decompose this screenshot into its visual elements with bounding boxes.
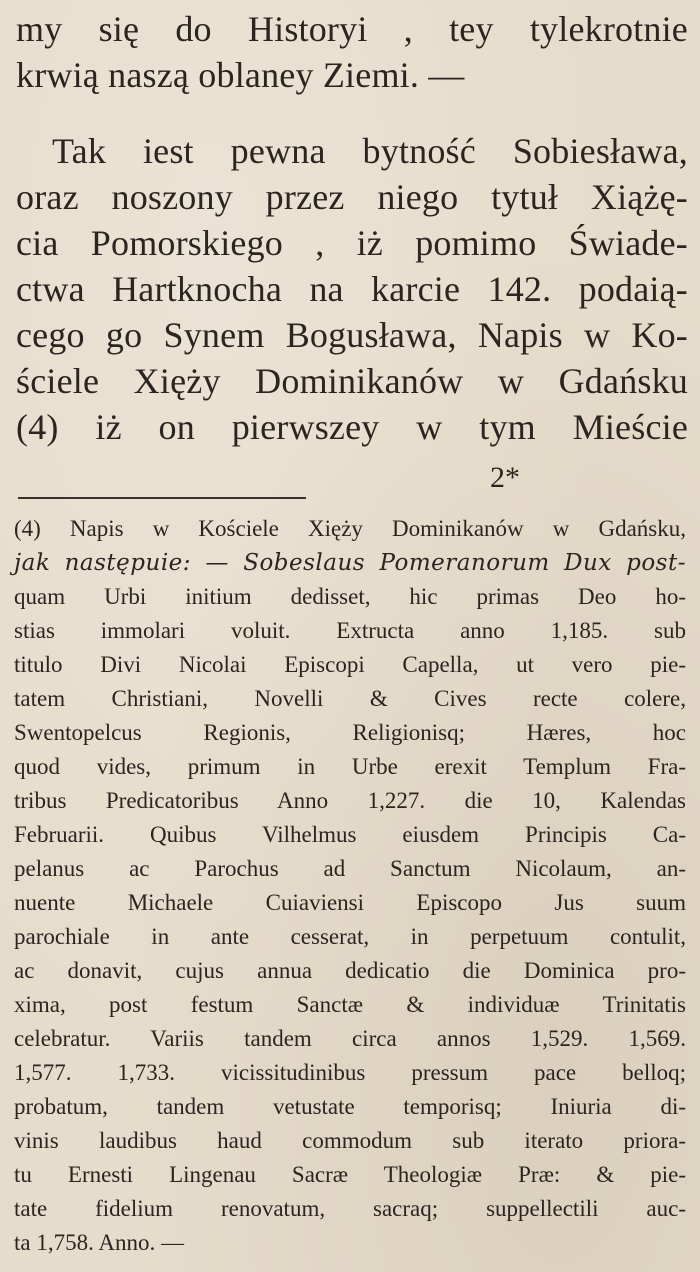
main-text-line-7: cego go Synem Bogusława, Napis w Ko- <box>16 315 688 355</box>
footnote-line: Swentopelcus Regionis, Religionisq; Hæres, hoc <box>14 720 686 745</box>
footnote-line: jak następuie: — Sobeslaus Pomeranorum Dux post- <box>14 550 686 576</box>
footnote-line: 1,577. 1,733. vicissitudinibus pressum pace belloq; <box>14 1060 686 1085</box>
footnote-line: titulo Divi Nicolai Episcopi Capella, ut vero pie- <box>14 652 686 677</box>
footnote-line: probatum, tandem vetustate temporisq; Iniuria di- <box>14 1094 686 1119</box>
footnote-line: pelanus ac Parochus ad Sanctum Nicolaum, an- <box>14 856 686 881</box>
main-text-line-8: ściele Xięży Dominikanów w Gdańsku <box>16 361 688 401</box>
footnote-line: quam Urbi initium dedisset, hic primas Deo ho- <box>14 584 686 609</box>
footnote-line: nuente Michaele Cuiaviensi Episcopo Jus suum <box>14 890 686 915</box>
footnote-line: tribus Predicatoribus Anno 1,227. die 10, Kalendas <box>14 788 686 813</box>
footnote-line: ta 1,758. Anno. — <box>14 1230 184 1255</box>
main-text-line-9: (4) iż on pierwszey w tym Mieście <box>16 407 688 447</box>
main-text-line-5: cia Pomorskiego , iż pomimo Świade- <box>16 223 688 263</box>
main-text-line-6: ctwa Hartknocha na karcie 142. podaią- <box>16 269 688 309</box>
main-text-line-1: my się do Historyi , tey tylekrotnie <box>16 9 688 49</box>
main-text-line-2: krwią naszą oblaney Ziemi. — <box>16 55 465 95</box>
footnote-line: ac donavit, cujus annua dedicatio die Dominica pro- <box>14 958 686 983</box>
footnote-line: quod vides, primum in Urbe erexit Templum Fra- <box>14 754 686 779</box>
footnote-divider <box>18 497 306 499</box>
footnote-line: xima, post festum Sanctæ & individuæ Trinitatis <box>14 992 686 1017</box>
footnote-line: tate fidelium renovatum, sacraq; suppellectili auc- <box>14 1196 686 1221</box>
main-text-line-4: oraz noszony przez niego tytuł Xiążę- <box>16 177 688 217</box>
footnote-line: stias immolari voluit. Extructa anno 1,185. sub <box>14 618 686 643</box>
footnote-line: celebratur. Variis tandem circa annos 1,529. 1,569. <box>14 1026 686 1051</box>
footnote-line: tu Ernesti Lingenau Sacræ Theologiæ Præ: & pie- <box>14 1162 686 1187</box>
footnote-line: tatem Christiani, Novelli & Cives recte colere, <box>14 686 686 711</box>
footnote-line: parochiale in ante cesserat, in perpetuum contulit, <box>14 924 686 949</box>
signature-mark: 2* <box>490 461 520 494</box>
main-text-line-3: Tak iest pewna bytność Sobiesława, <box>52 131 688 171</box>
footnote-line: Februarii. Quibus Vilhelmus eiusdem Principis Ca- <box>14 822 686 847</box>
footnote-line: vinis laudibus haud commodum sub iterato priora- <box>14 1128 686 1153</box>
footnote-line: (4) Napis w Kościele Xięży Dominikanów w Gdańsku, <box>14 516 686 541</box>
